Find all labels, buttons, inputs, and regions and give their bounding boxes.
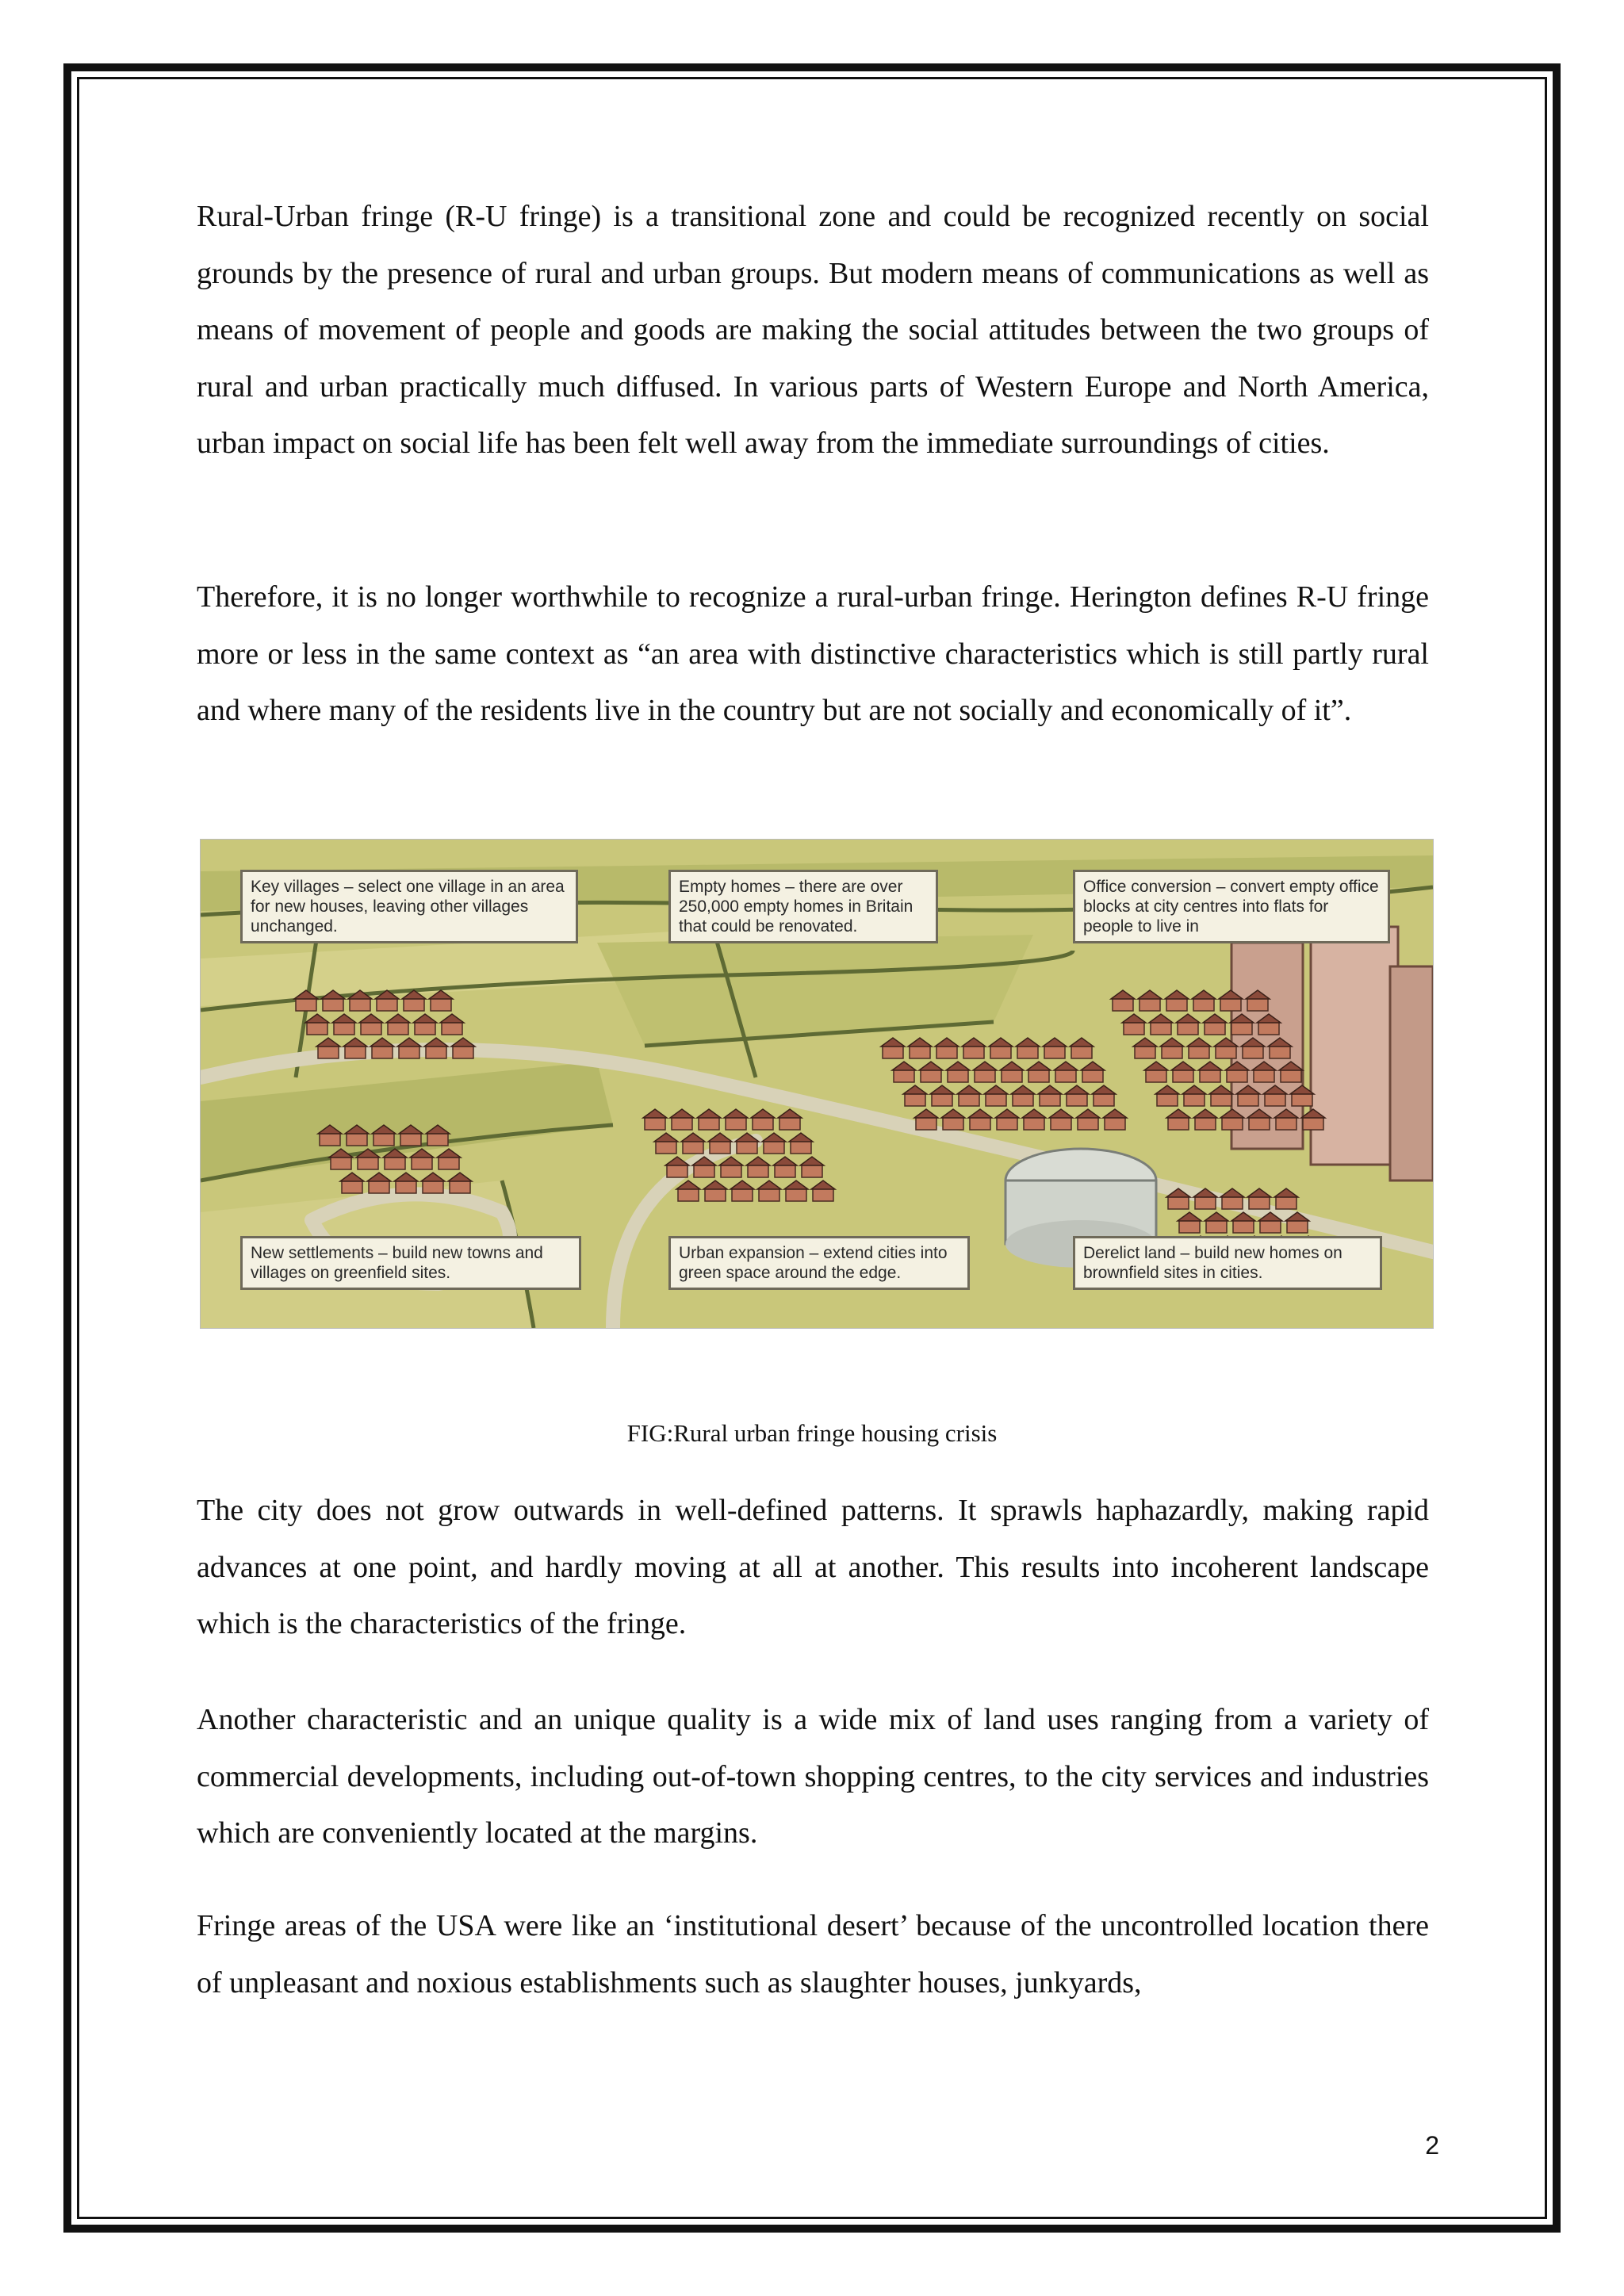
fringe-illustration [200,839,1434,1329]
paragraph-5: Fringe areas of the USA were like an ‘institutional desert’ because of the uncontrolled location there of unpleasant and noxious establishments such as slaughter houses, junkyards, [197,1909,1429,1999]
label-urban-expansion: Urban expansion – extend cities into green space around the edge. [668,1236,970,1290]
label-office-conversion: Office conversion – convert empty office blocks at city centres into flats for people to live in [1073,870,1390,943]
figure-caption: FIG:Rural urban fringe housing crisis [626,1419,998,1447]
paragraph-3: The city does not grow outwards in well-defined patterns. It sprawls haphazardly, making rapid advances at one point, and hardly moving at all at another. This results into incoherent landscape which is the characteristics of the fringe. [197,1494,1429,1640]
paragraph-4: Another characteristic and an unique quality is a wide mix of land uses ranging from a variety of commercial developments, including out-of-town shopping centres, to the city services and industries which are conveniently located at the margins. [197,1703,1429,1850]
label-derelict-land: Derelict land – build new homes on brownfield sites in cities. [1073,1236,1382,1290]
label-empty-homes: Empty homes – there are over 250,000 empty homes in Britain that could be renovated. [668,870,938,943]
label-key-villages: Key villages – select one village in an area for new houses, leaving other villages unchanged. [240,870,578,943]
paragraph-2: Therefore, it is no longer worthwhile to recognize a rural-urban fringe. Herington defines R-U fringe more or less in the same context as “an area with distinctive characteristics which is still partly rural and where many of the residents live in the country but are not socially and economically of it”. [197,580,1429,727]
paragraph-1: Rural-Urban fringe (R-U fringe) is a transitional zone and could be recognized recently on social grounds by the presence of rural and urban groups. But modern means of communications as well as means of movement of people and goods are making the social attitudes between the two groups of rural and urban practically much diffused. In various parts of Western Europe and North America, urban impact on social life has been felt well away from the immediate surroundings of cities. [197,200,1429,460]
page-number: 2 [1425,2131,1439,2160]
tower-block [1390,966,1433,1181]
label-new-settlements: New settlements – build new towns and villages on greenfield sites. [240,1236,581,1290]
